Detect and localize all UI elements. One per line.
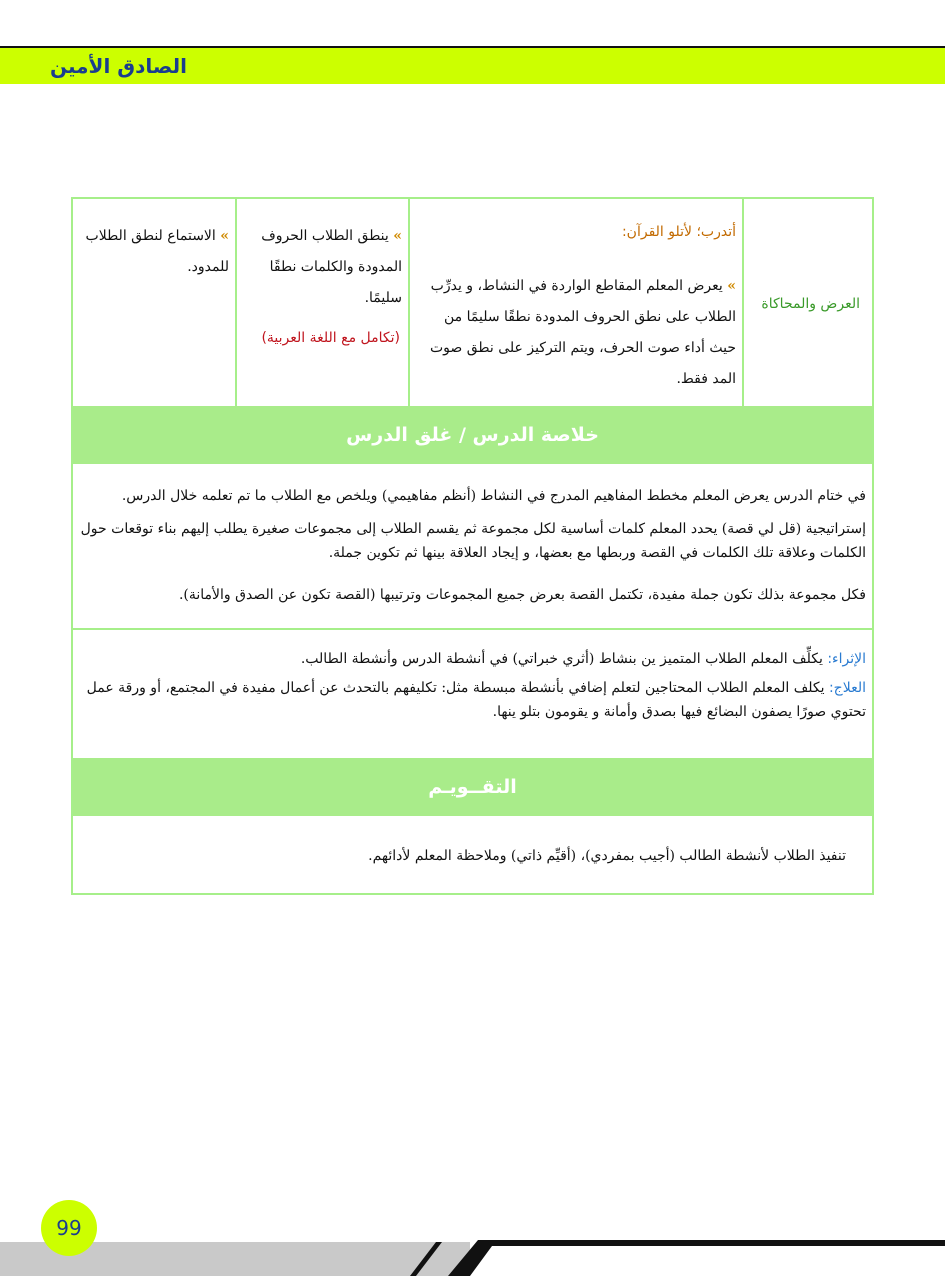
page-number: 99 [41, 1200, 97, 1256]
outcome-cell [235, 199, 408, 406]
stage-label: العرض والمحاكاة [761, 296, 860, 312]
integration-note: (تكامل مع اللغة العربية) [261, 330, 400, 346]
footer-slash [410, 1242, 442, 1276]
lesson-table [71, 197, 874, 895]
assessment-text-block [79, 221, 229, 283]
page-header-title: الصادق الأمين [50, 54, 187, 78]
summary-paragraph-3: فكل مجموعة بذلك تكون جملة مفيدة، تكتمل القصة بعرض جميع المجموعات وترتيبها (القصة تكون عن الصدق والأمانة). [178, 587, 866, 603]
activity-text-block [414, 271, 736, 395]
bullet-icon: » [220, 228, 229, 244]
enrichment-text: يكلِّف المعلم الطلاب المتميز ين بنشاط (أثري خبراتي) في أنشطة الدرس وأنشطة الطالب. [300, 651, 823, 667]
summary-paragraph-2: إستراتيجية (قل لي قصة) يحدد المعلم كلمات أساسية لكل مجموعة ثم يقسم الطلاب إلى مجموعات صغيرة يطلب إليهم بناء توقعات حول الكلمات وعلاقة تلك الكلمات في القصة وربطها مع بعضها، و إيجاد العلاقة بينها ثم تكوين جملة. [80, 521, 866, 561]
activity-heading: أتدرب؛ لأتلو القرآن: [621, 224, 736, 240]
outcome-text: ينطق الطلاب الحروف المدودة والكلمات نطقًا سليمًا. [261, 228, 402, 306]
assessment-text: الاستماع لنطق الطلاب للمدود. [85, 228, 229, 275]
assessment-cell [73, 199, 235, 406]
header-bar [0, 46, 945, 84]
enrichment-line [79, 647, 866, 671]
stage-cell [744, 199, 872, 406]
activity-text: يعرض المعلم المقاطع الواردة في النشاط، و يدرِّب الطلاب على نطق الحروف المدودة نطقًا سليمًا من حيث أداء صوت الحرف، ويتم التركيز على نطق صوت المد فقط. [429, 278, 736, 387]
section-divider [73, 628, 872, 630]
enrichment-label: الإثراء: [827, 651, 866, 667]
remedial-line [79, 676, 866, 724]
remedial-text: يكلف المعلم الطلاب المحتاجين لتعلم إضافي بأنشطة مبسطة مثل: تكليفهم بالتحدث عن أعمال مفيدة في المجتمع، أو ورقة عمل تحتوي صورًا يصفون البضائع فيها بصدق وأمانة و يقومون بتلو ينها. [86, 680, 866, 720]
bullet-icon: » [727, 278, 736, 294]
evaluation-text: تنفيذ الطلاب لأنشطة الطالب (أجيب بمفردي)، (أقيِّم ذاتي) وملاحظة المعلم لأدائهم. [368, 848, 846, 864]
footer-stripe [448, 1240, 945, 1276]
outcome-text-block [242, 221, 402, 314]
remedial-label: العلاج: [828, 680, 866, 696]
summary-heading: خلاصة الدرس / غلق الدرس [73, 406, 872, 464]
summary-paragraph-1: في ختام الدرس يعرض المعلم مخطط المفاهيم المدرج في النشاط (أنظم مفاهيمي) ويلخص مع الطلاب ما تم تعلمه خلال الدرس. [121, 488, 866, 504]
footer-decoration [400, 1236, 945, 1276]
activity-row [73, 199, 872, 406]
evaluation-heading: التقــويـم [73, 758, 872, 816]
activity-cell [408, 199, 744, 406]
bullet-icon: » [393, 228, 402, 244]
